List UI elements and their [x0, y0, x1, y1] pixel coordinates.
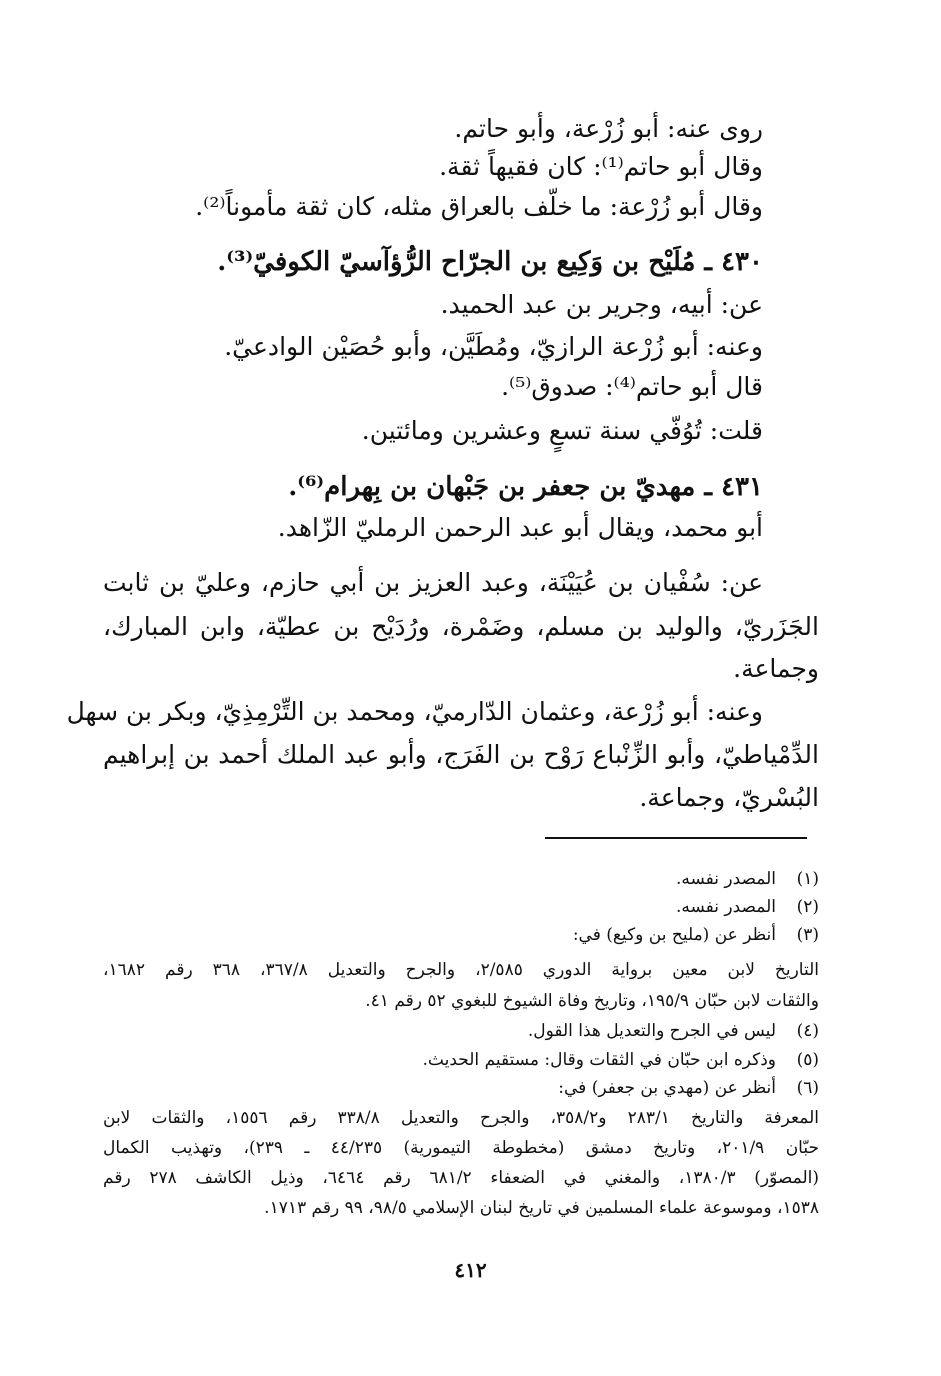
text-line: أبو محمد، ويقال أبو عبد الرحمن الرمليّ الزّاهد. — [277, 513, 763, 542]
text-line: عن: أبيه، وجرير بن عبد الحميد. — [440, 290, 763, 319]
footnote-continuation: حبّان ٢٠١/٩، وتاريخ دمشق (مخطوطة التيمورية) ٤٤/٢٣٥ ـ ٢٣٩)، وتهذيب الكمال — [103, 1138, 819, 1158]
footnote-number: (٦) — [796, 1078, 819, 1098]
text-line: الدِّمْياطيّ، وأبو الزِّنْباع رَوْح بن الفَرَج، وأبو عبد الملك أحمد بن إبراهيم — [103, 740, 819, 769]
footnote-number: (١) — [796, 869, 819, 889]
footnote-separator — [545, 837, 807, 839]
entry-heading: ٤٣١ ـ مهديّ بن جعفر بن جَبْهان بن بِهرام⁽⁶⁾. — [288, 472, 763, 502]
footnote-text: أنظر عن (مليح بن وكيع) في: — [572, 925, 776, 945]
text-line: وقال أبو حاتم⁽¹⁾: كان فقيهاً ثقة. — [439, 152, 763, 181]
footnote-number: (٣) — [796, 925, 819, 945]
footnote-text: المصدر نفسه. — [675, 869, 776, 889]
footnote-continuation: (المصوّر) ١٣٨٠/٣، والمغني في الضعفاء ٦٨١/٢ رقم ٦٤٦٤، وذيل الكاشف ٢٧٨ رقم — [103, 1168, 819, 1188]
text-line: قال أبو حاتم⁽⁴⁾: صدوق⁽⁵⁾. — [501, 372, 763, 401]
footnote-continuation: ١٥٣٨، وموسوعة علماء المسلمين في تاريخ لبنان الإسلامي ٩٨/٥، ٩٩ رقم ١٧١٣. — [264, 1198, 819, 1218]
footnote-number: (٢) — [796, 897, 819, 917]
footnote-continuation: المعرفة والتاريخ ٢٨٣/١ و٣٥٨/٢، والجرح والتعديل ٣٣٨/٨ رقم ١٥٥٦، والثقات لابن — [103, 1108, 819, 1128]
text-line: وعنه: أبو زُرْعة، وعثمان الدّارميّ، ومحمد بن التِّرْمِذِيّ، وبكر بن سهل — [66, 697, 763, 726]
page-number: ٤١٢ — [454, 1258, 487, 1282]
footnote-continuation: والثقات لابن حبّان ١٩٥/٩، وتاريخ وفاة الشيوخ للبغوي ٥٢ رقم ٤١. — [365, 991, 819, 1011]
text-line: عن: سُفْيان بن عُيَيْنَة، وعبد العزيز بن أبي حازم، وعليّ بن ثابت — [103, 568, 763, 597]
footnote-number: (٤) — [796, 1021, 819, 1041]
text-line: وقال أبو زُرْعة: ما خلّف بالعراق مثله، كان ثقة مأموناً⁽²⁾. — [195, 192, 763, 221]
footnote-text: أنظر عن (مهدي بن جعفر) في: — [558, 1078, 776, 1098]
footnote-continuation: التاريخ لابن معين برواية الدوري ٢/٥٨٥، والجرح والتعديل ٣٦٧/٨، ٣٦٨ رقم ١٦٨٢، — [103, 960, 819, 980]
text-line: روى عنه: أبو زُرْعة، وأبو حاتم. — [454, 114, 763, 143]
footnote-text: المصدر نفسه. — [675, 897, 776, 917]
text-line: قلت: تُوُفّي سنة تسعٍ وعشرين ومائتين. — [361, 416, 763, 445]
footnote-number: (٥) — [796, 1050, 819, 1070]
text-line: وعنه: أبو زُرْعة الرازيّ، ومُطَيَّن، وأبو حُصَيْن الوادعيّ. — [224, 332, 763, 361]
text-line: وجماعة. — [733, 654, 819, 683]
text-line: الجَزَريّ، والوليد بن مسلم، وضَمْرة، ورُدَيْح بن عطيّة، وابن المبارك، — [103, 612, 819, 641]
footnote-text: وذكره ابن حبّان في الثقات وقال: مستقيم الحديث. — [422, 1050, 776, 1070]
text-line: البُسْريّ، وجماعة. — [639, 783, 819, 812]
footnote-text: ليس في الجرح والتعديل هذا القول. — [527, 1021, 776, 1041]
entry-heading: ٤٣٠ ـ مُلَيْح بن وَكِيع بن الجرّاح الرُّؤآسيّ الكوفيّ⁽³⁾. — [217, 247, 763, 277]
